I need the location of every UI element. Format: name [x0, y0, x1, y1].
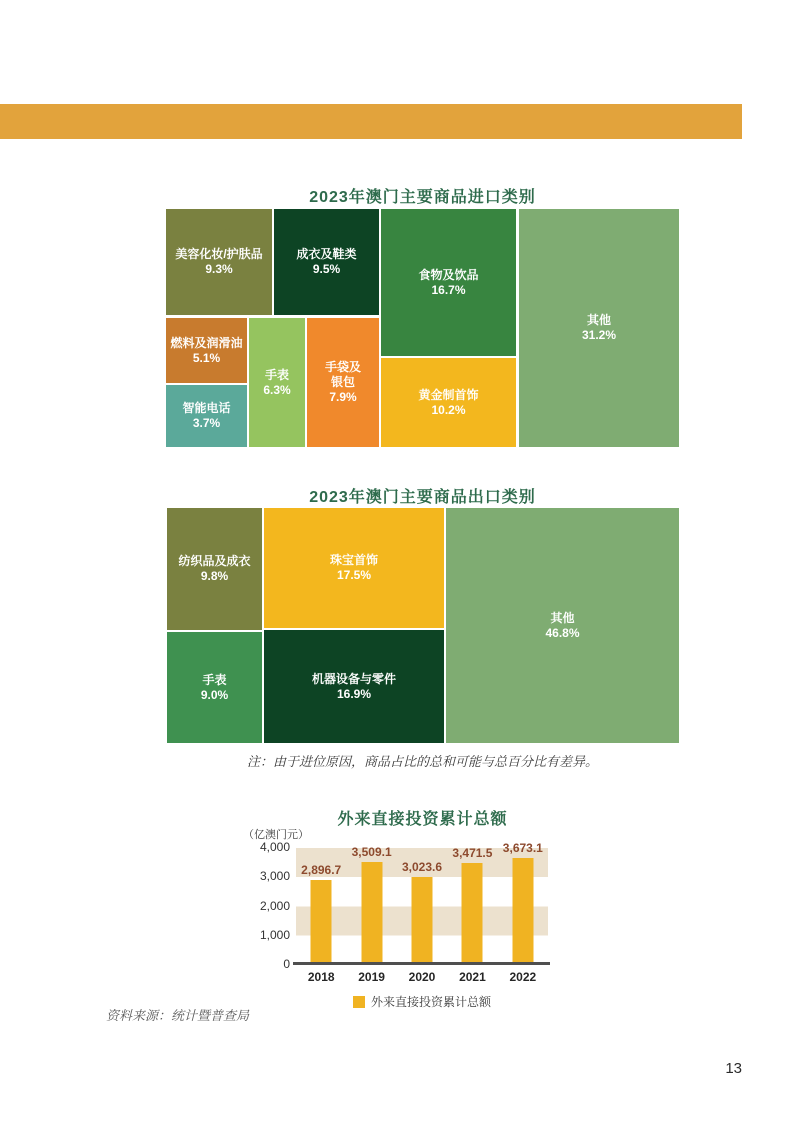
tile-label: 黄金制首饰 — [418, 387, 479, 402]
legend-label: 外来直接投资累计总额 — [370, 995, 491, 1009]
y-axis-tick: 2,000 — [259, 898, 290, 913]
tile-label: 美容化妆/护肤品 — [175, 247, 263, 261]
tile-label: 智能电话 — [182, 401, 231, 415]
import-treemap — [166, 209, 679, 447]
export-treemap — [167, 508, 679, 743]
treemap-tile-smartphones — [166, 385, 247, 447]
bar-2021 — [462, 863, 483, 965]
y-axis-tick: 4,000 — [259, 840, 290, 854]
x-axis-labels — [296, 970, 548, 984]
y-axis-tick: 0 — [283, 957, 290, 971]
tile-percent: 9.3% — [205, 262, 233, 276]
tile-percent: 31.2% — [581, 328, 617, 342]
tile-label: 燃料及润滑油 — [170, 335, 243, 350]
bar-slot — [397, 848, 447, 965]
tile-percent: 10.2% — [431, 402, 466, 417]
y-axis-tick: 3,000 — [259, 869, 290, 884]
tile-percent: 17.5% — [336, 568, 372, 582]
bar-value-label: 3,471.5 — [452, 846, 493, 861]
bar-2018 — [311, 880, 332, 965]
treemap-tile-jewellery — [264, 508, 444, 628]
tile-label: 食物及饮品 — [418, 267, 479, 282]
tile-percent: 16.7% — [431, 282, 466, 297]
page-number: 13 — [725, 1060, 742, 1077]
bar-slot — [346, 845, 396, 965]
bar-slot — [447, 848, 497, 965]
x-axis-label: 2020 — [408, 970, 436, 984]
treemap-tile-textiles-garments — [167, 508, 262, 630]
tile-label: 机器设备与零件 — [311, 671, 396, 686]
tile-percent: 9.0% — [200, 687, 229, 702]
fdi-bar-chart-bars — [296, 840, 548, 965]
treemap-tile-others-import — [519, 209, 679, 447]
legend-swatch — [353, 996, 365, 1008]
top-accent-bar — [0, 104, 742, 139]
tile-percent: 9.5% — [312, 262, 341, 276]
tile-label: 珠宝首饰 — [329, 553, 378, 567]
bar-2020 — [412, 877, 433, 965]
y-axis-unit-label: （亿澳门元） — [243, 829, 309, 841]
bar-slot — [498, 840, 548, 965]
bar-2019 — [361, 862, 382, 965]
data-source-note: 资料来源：统计暨普查局 — [106, 1008, 250, 1023]
rounding-footnote: 注：由于进位原因，商品占比的总和可能与总百分比有差异。 — [246, 754, 598, 769]
tile-percent: 3.7% — [192, 416, 221, 430]
tile-percent: 7.9% — [329, 390, 357, 404]
treemap-tile-apparel-footwear — [274, 209, 379, 315]
tile-label: 其他 — [586, 313, 611, 327]
bar-value-label: 3,673.1 — [502, 840, 543, 855]
tile-percent: 16.9% — [336, 686, 372, 701]
tile-label: 手袋及银包 — [324, 360, 361, 389]
fdi-bar-chart-title: 外来直接投资累计总额 — [337, 811, 508, 828]
bar-value-label: 3,023.6 — [401, 859, 443, 874]
x-axis-label: 2018 — [307, 970, 335, 984]
treemap-tile-handbags-wallets — [307, 318, 379, 447]
bar-slot — [296, 848, 346, 965]
treemap-tile-watches-import — [249, 318, 305, 447]
fdi-chart-legend — [296, 993, 548, 1010]
bar-value-label: 3,509.1 — [351, 845, 392, 860]
x-axis-label: 2022 — [509, 970, 537, 984]
treemap-tile-fuels-lubricants — [166, 318, 247, 383]
treemap-tile-gold-jewellery — [381, 358, 516, 447]
x-axis-label: 2021 — [459, 970, 486, 984]
treemap-tile-food-beverages — [381, 209, 516, 356]
bar-2022 — [512, 858, 533, 965]
x-axis-label: 2019 — [358, 970, 385, 984]
y-axis-tick: 1,000 — [259, 927, 290, 942]
tile-label: 纺织品及成衣 — [178, 554, 251, 568]
import-treemap-title: 2023年澳门主要商品进口类别 — [309, 189, 536, 206]
x-axis-line — [293, 962, 550, 965]
treemap-tile-cosmetics — [166, 209, 272, 315]
tile-label: 其他 — [550, 610, 575, 625]
export-treemap-title: 2023年澳门主要商品出口类别 — [309, 489, 536, 506]
tile-percent: 46.8% — [545, 625, 580, 640]
tile-label: 手表 — [202, 672, 227, 687]
treemap-tile-watches-export — [167, 632, 262, 743]
tile-label: 手表 — [264, 367, 289, 382]
tile-percent: 9.8% — [200, 569, 229, 583]
tile-percent: 5.1% — [192, 350, 221, 365]
treemap-tile-others-export — [446, 508, 679, 743]
tile-label: 成衣及鞋类 — [296, 247, 357, 261]
treemap-tile-machines-parts — [264, 630, 444, 743]
bar-value-label: 2,896.7 — [301, 863, 342, 878]
tile-percent: 6.3% — [263, 382, 291, 397]
